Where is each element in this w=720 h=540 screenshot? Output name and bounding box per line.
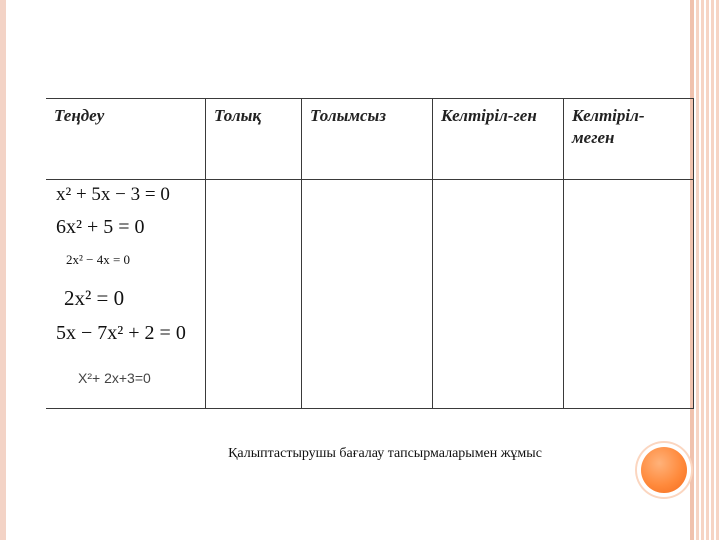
equations-table bbox=[46, 98, 694, 409]
table-row bbox=[46, 180, 694, 409]
equation-6: X²+ 2x+3=0 bbox=[78, 370, 151, 386]
equation-5: 5x − 7x² + 2 = 0 bbox=[56, 322, 186, 344]
not-reduced-cell[interactable] bbox=[564, 180, 694, 409]
equation-3: 2x² − 4x = 0 bbox=[66, 252, 131, 267]
complete-cell[interactable] bbox=[206, 180, 302, 409]
header-incomplete: Толымсыз bbox=[302, 99, 433, 180]
equation-2: 6x² + 5 = 0 bbox=[56, 216, 145, 238]
equation-1: x² + 5x − 3 = 0 bbox=[56, 184, 170, 205]
slide-frame-left bbox=[0, 0, 6, 540]
incomplete-cell[interactable] bbox=[302, 180, 433, 409]
reduced-cell[interactable] bbox=[433, 180, 564, 409]
orange-circle-decoration bbox=[641, 447, 687, 493]
header-complete: Толық bbox=[206, 99, 302, 180]
slide-frame-right-stripes bbox=[696, 0, 720, 540]
header-equation: Теңдеу bbox=[46, 99, 206, 180]
equations-cell bbox=[46, 180, 206, 409]
header-not-reduced: Келтіріл-меген bbox=[564, 99, 694, 180]
table-header-row bbox=[46, 99, 694, 180]
header-reduced: Келтіріл-ген bbox=[433, 99, 564, 180]
equation-4: 2x² = 0 bbox=[64, 286, 125, 310]
slide-caption: Қалыптастырушы бағалау тапсырмаларымен жұмыс bbox=[228, 446, 542, 461]
